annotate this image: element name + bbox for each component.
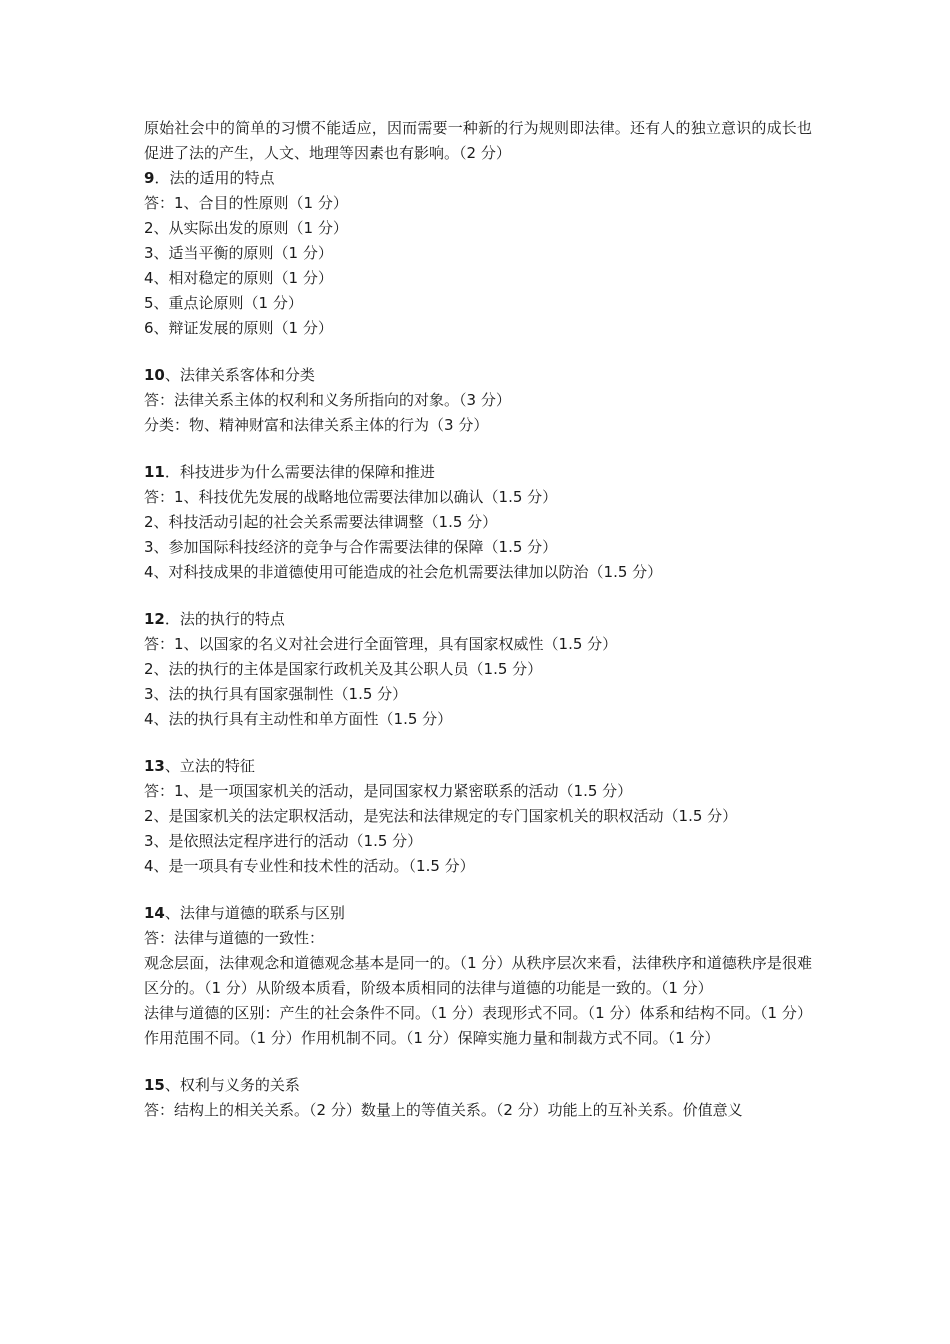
section-9 [144, 166, 812, 341]
section-14 [144, 901, 812, 1051]
answer-line: 4、相对稳定的原则（1 分） [144, 269, 333, 287]
sections-container [144, 166, 812, 1123]
answer-line: 3、法的执行具有国家强制性（1.5 分） [144, 685, 408, 703]
section-title: 法的适用的特点 [169, 169, 275, 187]
answer-line: 答：法律关系主体的权利和义务所指向的对象。（3 分） [144, 391, 511, 409]
section-number: 11 [144, 463, 165, 481]
section-15 [144, 1073, 812, 1123]
answer-line: 2、是国家机关的法定职权活动，是宪法和法律规定的专门国家机关的职权活动（1.5 分） [144, 807, 738, 825]
answer-line: 3、是依照法定程序进行的活动（1.5 分） [144, 832, 423, 850]
answer-line: 答：1、科技优先发展的战略地位需要法律加以确认（1.5 分） [144, 488, 558, 506]
section-separator: ． [164, 463, 180, 481]
answer-line: 4、法的执行具有主动性和单方面性（1.5 分） [144, 710, 453, 728]
answer-line: 2、科技活动引起的社会关系需要法律调整（1.5 分） [144, 513, 498, 531]
section-10 [144, 363, 812, 438]
answer-line: 答：1、是一项国家机关的活动，是同国家权力紧密联系的活动（1.5 分） [144, 782, 633, 800]
section-title: 科技进步为什么需要法律的保障和推进 [179, 463, 435, 481]
section-separator: 、 [164, 757, 180, 775]
answer-line: 4、对科技成果的非道德使用可能造成的社会危机需要法律加以防治（1.5 分） [144, 563, 663, 581]
section-heading [144, 460, 812, 485]
section-title: 法律与道德的联系与区别 [179, 904, 345, 922]
section-heading [144, 166, 812, 191]
section-heading [144, 363, 812, 388]
section-separator: 、 [164, 1076, 180, 1094]
answer-line: 答：法律与道德的一致性： [144, 929, 325, 947]
answer-line: 2、法的执行的主体是国家行政机关及其公职人员（1.5 分） [144, 660, 543, 678]
section-heading [144, 607, 812, 632]
section-title: 法的执行的特点 [179, 610, 285, 628]
answer-paragraph: 观念层面，法律观念和道德观念基本是同一的。（1 分）从秩序层次来看，法律秩序和道德秩序是很难区分的。（1 分）从阶级本质看，阶级本质相同的法律与道德的功能是一致的。（1 分） [144, 954, 812, 997]
section-separator: 、 [164, 904, 180, 922]
section-separator: ． [164, 610, 180, 628]
section-heading [144, 901, 812, 926]
section-number: 13 [144, 757, 165, 775]
section-number: 15 [144, 1076, 165, 1094]
document-page [144, 116, 812, 1123]
intro-paragraph: 原始社会中的简单的习惯不能适应，因而需要一种新的行为规则即法律。还有人的独立意识的成长也促进了法的产生，人文、地理等因素也有影响。（2 分） [144, 119, 812, 162]
answer-line: 5、重点论原则（1 分） [144, 294, 303, 312]
answer-line: 2、从实际出发的原则（1 分） [144, 219, 348, 237]
answer-line: 3、参加国际科技经济的竞争与合作需要法律的保障（1.5 分） [144, 538, 558, 556]
answer-line: 6、辩证发展的原则（1 分） [144, 319, 333, 337]
section-heading [144, 1073, 812, 1098]
answer-line: 分类：物、精神财富和法律关系主体的行为（3 分） [144, 416, 489, 434]
answer-line: 4、是一项具有专业性和技术性的活动。（1.5 分） [144, 857, 475, 875]
section-title: 法律关系客体和分类 [179, 366, 315, 384]
section-number: 10 [144, 366, 165, 384]
section-12 [144, 607, 812, 732]
section-number: 14 [144, 904, 165, 922]
section-separator: 、 [164, 366, 180, 384]
section-11 [144, 460, 812, 585]
answer-line: 答：1、合目的性原则（1 分） [144, 194, 348, 212]
answer-paragraph: 法律与道德的区别：产生的社会条件不同。（1 分）表现形式不同。（1 分）体系和结构不同。（1 分）作用范围不同。（1 分）作用机制不同。（1 分）保障实施力量和制裁方式不同。（1 分） [144, 1004, 812, 1047]
section-number: 12 [144, 610, 165, 628]
section-separator: ． [154, 169, 170, 187]
section-heading [144, 754, 812, 779]
answer-line: 答：结构上的相关关系。（2 分）数量上的等值关系。（2 分）功能上的互补关系。价值意义 [144, 1101, 743, 1119]
answer-line: 答：1、以国家的名义对社会进行全面管理，具有国家权威性（1.5 分） [144, 635, 618, 653]
section-13 [144, 754, 812, 879]
section-title: 权利与义务的关系 [179, 1076, 300, 1094]
section-number: 9 [144, 169, 155, 187]
answer-line: 3、适当平衡的原则（1 分） [144, 244, 333, 262]
section-title: 立法的特征 [179, 757, 255, 775]
